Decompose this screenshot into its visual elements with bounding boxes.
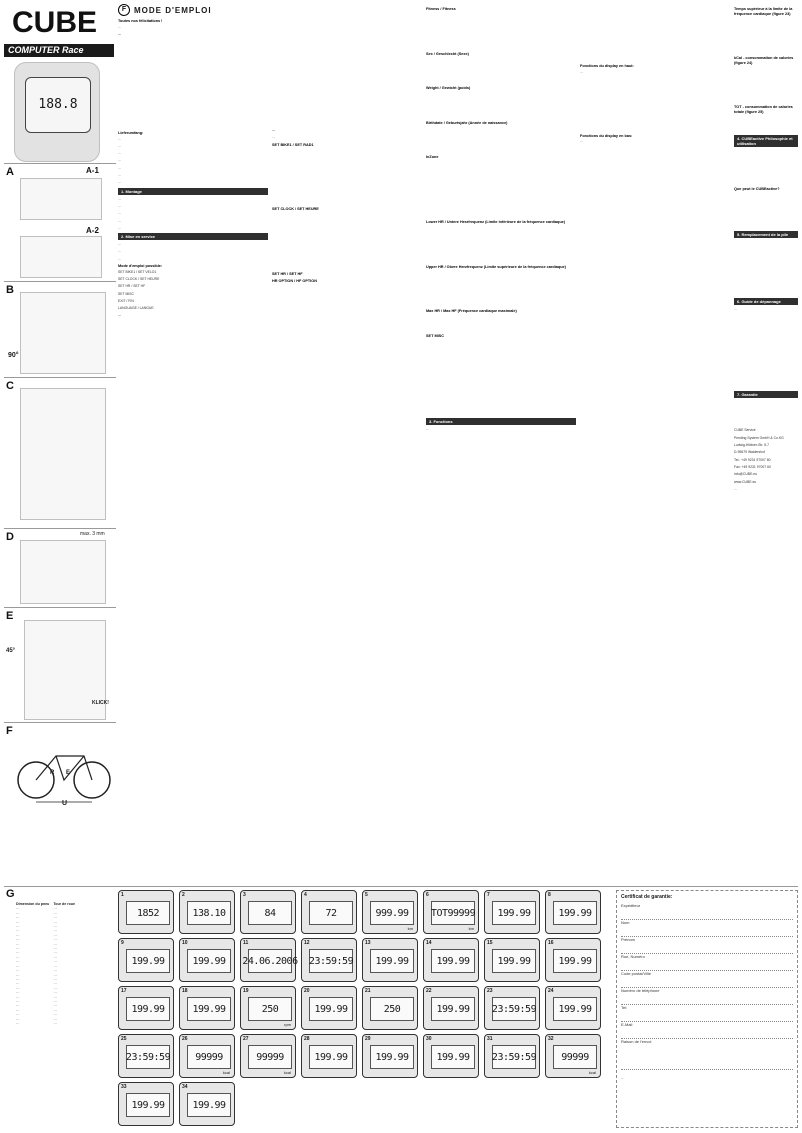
column-3	[272, 128, 422, 883]
display-screen	[423, 890, 479, 934]
svg-text:CUBE: CUBE	[12, 6, 98, 39]
delivery-item: …	[118, 180, 122, 185]
device-screen	[25, 77, 91, 133]
tire-dimension-cell: …	[16, 959, 20, 964]
circumference-cell: …	[53, 981, 57, 986]
banner-text: COMPUTER Race	[8, 45, 84, 55]
figure-b-label: B	[6, 284, 14, 296]
screen-number: 10	[182, 940, 188, 946]
closing-note: …	[118, 313, 122, 318]
max-hf-title: Max HR / Max HF (Fréquence cardiaque maximale)	[426, 309, 517, 314]
display-screen	[423, 986, 479, 1030]
tot-title: TOT - consommation de calories totale (figure 25)	[734, 105, 793, 114]
screen-value: 1852	[126, 901, 170, 925]
figure-a1-label: A-1	[86, 166, 99, 175]
paragraph: …	[734, 486, 738, 491]
screen-number: 31	[487, 1036, 493, 1042]
screen-number: 23	[487, 988, 493, 994]
tire-dimension-cell: …	[16, 937, 20, 942]
display-screen	[545, 1034, 601, 1078]
function-item: …	[580, 69, 584, 74]
inzone-title: InZone	[426, 155, 439, 160]
screen-number: 27	[243, 1036, 249, 1042]
figure-a2-drawing	[20, 236, 102, 278]
screen-number: 30	[426, 1036, 432, 1042]
warranty-field[interactable]: Code postal/Ville	[621, 971, 793, 988]
screen-value: 23:59:59	[492, 1045, 536, 1069]
circumference-cell: …	[53, 928, 57, 933]
r-label: R	[50, 770, 55, 776]
screen-value: 99999	[187, 1045, 231, 1069]
screen-value: 23:59:59	[126, 1045, 170, 1069]
screen-value: 99999	[248, 1045, 292, 1069]
screen-value: 199.99	[187, 1093, 231, 1117]
mode-item: EXIT / FIN	[118, 298, 134, 303]
screen-value: 199.99	[492, 901, 536, 925]
screen-value: 199.99	[126, 949, 170, 973]
circumference-cell: …	[53, 1016, 57, 1021]
column-6	[734, 4, 798, 884]
screen-value: 99999	[553, 1045, 597, 1069]
screen-value: 72	[309, 901, 353, 925]
screen-number: 26	[182, 1036, 188, 1042]
display-screen	[484, 890, 540, 934]
tire-dimension-cell: …	[16, 1003, 20, 1008]
tire-dimension-cell: …	[16, 910, 20, 915]
angle-label: 90°	[8, 352, 19, 359]
screen-number: 7	[487, 892, 490, 898]
delivery-item: …	[118, 173, 122, 178]
circumference-cell: …	[53, 1020, 57, 1025]
screen-number: 32	[548, 1036, 554, 1042]
tire-dimension-cell: …	[16, 976, 20, 981]
screen-number: 6	[426, 892, 429, 898]
screen-value: 23:59:59	[492, 997, 536, 1021]
tire-dimension-cell: …	[16, 963, 20, 968]
display-screen	[362, 890, 418, 934]
figure-c-label: C	[6, 380, 14, 392]
max-3mm-label: max. 3 mm	[80, 531, 105, 537]
tire-dimension-cell: …	[16, 954, 20, 959]
warranty-footer: …	[621, 1076, 625, 1080]
screen-unit: kcal	[222, 1070, 230, 1075]
paragraph: …	[580, 139, 584, 144]
intro-heading: Toutes nos félicitations !	[118, 19, 163, 23]
display-screen	[484, 938, 540, 982]
mode-item: SET HR / SET HF	[118, 284, 146, 289]
delivery-heading: Lieferumfang:	[118, 131, 144, 135]
screen-unit: kcal	[283, 1070, 291, 1075]
screen-value: 84	[248, 901, 292, 925]
display-screen	[545, 986, 601, 1030]
paragraph: …	[118, 218, 122, 223]
circumference-cell: …	[53, 976, 57, 981]
screen-number: 16	[548, 940, 554, 946]
screen-number: 21	[365, 988, 371, 994]
weight-title: Weight / Gewicht (poids)	[426, 86, 471, 91]
sex-title: Sex / Geschlecht (Sexe)	[426, 51, 469, 56]
address-line: info@CUBE.eu	[734, 472, 758, 477]
tire-dimension-cell: …	[16, 928, 20, 933]
mode-item: SET CLOCK / SET HEURE	[118, 276, 160, 281]
computer-race-banner	[4, 44, 114, 57]
u-label: U	[62, 800, 68, 807]
screen-value: 999.99	[370, 901, 414, 925]
tire-dimension-cell: …	[16, 985, 20, 990]
tire-dimension-cell: …	[16, 924, 20, 929]
warranty-field[interactable]: Prénom	[621, 937, 793, 954]
figure-f-label: F	[6, 725, 13, 737]
set-clock-title: SET CLOCK / SET HEURE	[272, 207, 319, 212]
circumference-cell: …	[53, 915, 57, 920]
warranty-field[interactable]: Numéro de téléphone	[621, 988, 793, 1005]
tire-dimension-cell: …	[16, 981, 20, 986]
display-screen	[118, 1082, 174, 1126]
lower-hr-title: Lower HR / Untere Herzfrequenz (Limite inférieure de la fréquence cardiaque)	[426, 219, 566, 224]
circumference-cell: …	[53, 906, 57, 911]
upper-hr-title: Upper HR / Obere Herzfrequenz (Limite supérieure de la fréquence cardiaque)	[426, 264, 566, 269]
tire-dimension-cell: …	[16, 998, 20, 1003]
screen-number: 28	[304, 1036, 310, 1042]
circumference-table	[14, 902, 114, 1025]
tire-dimension-cell: …	[16, 1020, 20, 1025]
screen-value: 199.99	[553, 997, 597, 1021]
lang-badge: F	[118, 4, 130, 16]
screen-number: 12	[304, 940, 310, 946]
screen-number: 5	[365, 892, 368, 898]
display-screen	[545, 938, 601, 982]
kcal-title: kCal - consommation de calories (figure 24)	[734, 56, 794, 65]
figure-f-drawing	[14, 736, 114, 812]
delivery-item: …	[118, 143, 122, 148]
display-screen	[118, 986, 174, 1030]
fitness-title: Fitness / Fitness	[426, 7, 456, 11]
column-2	[118, 128, 268, 883]
circumference-cell: …	[53, 937, 57, 942]
delivery-item: …	[118, 151, 122, 156]
display-screen	[423, 938, 479, 982]
warranty-field[interactable]: Raison de l'envoi	[621, 1039, 793, 1070]
circumference-cell: …	[53, 946, 57, 951]
manual-title: MODE D'EMPLOI	[134, 5, 212, 15]
circumference-cell: …	[53, 1007, 57, 1012]
top-functions-heading: Fonctions du display en haut:	[580, 64, 634, 68]
tilt-label: 45°	[6, 648, 16, 654]
screen-number: 1	[121, 892, 124, 898]
screen-value: 23:59:59	[309, 949, 353, 973]
display-screen	[545, 890, 601, 934]
section-6-title: 6. Guide de dépannage	[734, 298, 798, 305]
tire-dimension-cell: …	[16, 941, 20, 946]
figure-a2-label: A-2	[86, 226, 99, 235]
screen-number: 4	[304, 892, 307, 898]
section-7-title: 7. Garantie	[734, 391, 798, 398]
screen-number: 13	[365, 940, 371, 946]
display-screen	[362, 986, 418, 1030]
paragraph: …	[118, 242, 122, 247]
table-row	[14, 1021, 77, 1025]
display-screen	[362, 938, 418, 982]
delivery-item: …	[118, 158, 122, 163]
circumference-cell: …	[53, 919, 57, 924]
cube-logo-icon	[6, 4, 114, 44]
screen-value: 250	[370, 997, 414, 1021]
paragraph: …	[118, 211, 122, 216]
screen-number: 29	[365, 1036, 371, 1042]
figure-b-drawing	[20, 292, 106, 374]
paragraph: …	[118, 196, 122, 201]
screen-number: 18	[182, 988, 188, 994]
column-5	[580, 4, 730, 884]
paragraph: …	[118, 249, 122, 254]
screen-number: 22	[426, 988, 432, 994]
delivery-item: …	[118, 136, 122, 141]
figure-d-label: D	[6, 531, 14, 543]
screen-number: 17	[121, 988, 127, 994]
display-screen	[179, 938, 235, 982]
screen-number: 20	[304, 988, 310, 994]
circumference-cell: …	[53, 968, 57, 973]
column-4	[426, 4, 576, 884]
circumference-cell: …	[53, 910, 57, 915]
intro-text: …	[118, 24, 122, 29]
birthdate-title: Birthdate / Geburtsjahr (Année de naissance)	[426, 120, 508, 125]
warranty-title: Certificat de garantie:	[621, 894, 673, 900]
tire-dimension-cell: …	[16, 919, 20, 924]
table-header-tour: Tour de roue	[53, 902, 76, 906]
screens-grid	[118, 890, 612, 1130]
warranty-field[interactable]: Tel:	[621, 1005, 793, 1022]
display-screen	[179, 890, 235, 934]
display-screen	[240, 1034, 296, 1078]
circumference-cell: …	[53, 998, 57, 1003]
screen-number: 3	[243, 892, 246, 898]
circumference-cell: …	[53, 1012, 57, 1017]
tire-dimension-cell: …	[16, 994, 20, 999]
section-4-title: 4. CUBEactive Philosophie et utilisation	[734, 135, 798, 147]
section-2-title: 2. Mise en service	[118, 233, 268, 240]
screen-unit: rpm	[284, 1022, 291, 1027]
display-screen	[179, 1082, 235, 1126]
set-hr-title: SET HR / SET HF	[272, 271, 303, 276]
klick-label: KLICK!	[92, 700, 109, 706]
screen-value: 199.99	[431, 949, 475, 973]
section-1-title: 1. Montage	[118, 188, 268, 195]
address-line: D-95679 Waldershof	[734, 450, 765, 455]
screen-number: 2	[182, 892, 185, 898]
paragraph: …	[272, 135, 276, 140]
display-screen	[301, 890, 357, 934]
warranty-field[interactable]: Expéditeur	[621, 903, 793, 920]
circumference-cell: …	[53, 959, 57, 964]
tire-dimension-cell: …	[16, 972, 20, 977]
display-screen	[240, 986, 296, 1030]
address-line: www.CUBE.eu	[734, 479, 757, 484]
tire-dimension-cell: …	[16, 1012, 20, 1017]
screen-unit: km	[468, 926, 474, 931]
warranty-field[interactable]: Nom	[621, 920, 793, 937]
screen-number: 15	[487, 940, 493, 946]
section-4-subtitle: Que peut le CUBEactive?	[734, 186, 780, 191]
tire-dimension-cell: …	[16, 932, 20, 937]
warranty-card	[616, 890, 798, 1128]
intro-note: …	[118, 31, 122, 36]
screen-number: 33	[121, 1084, 127, 1090]
address-line: Ludwig-Hüttner-Str. 5-7	[734, 443, 770, 448]
display-screen	[240, 890, 296, 934]
screen-value: 199.99	[187, 997, 231, 1021]
display-screen	[484, 1034, 540, 1078]
screen-value: 138.10	[187, 901, 231, 925]
trouble-item: …	[734, 307, 738, 312]
circumference-cell: …	[53, 954, 57, 959]
display-screen	[118, 938, 174, 982]
screen-value: 199.99	[492, 949, 536, 973]
figure-c-drawing	[20, 388, 106, 520]
set-bike-title: SET BIKE1 / SET RAD1	[272, 142, 314, 147]
tire-dimension-cell: …	[16, 1016, 20, 1021]
device-illustration	[14, 62, 100, 162]
screen-value: 199.99	[309, 997, 353, 1021]
cube-logo	[6, 4, 114, 44]
circumference-cell: …	[53, 963, 57, 968]
figure-g-label: G	[6, 888, 15, 900]
address-line: Fax: +49 9231 97007 60	[734, 464, 771, 469]
circumference-cell: …	[53, 950, 57, 955]
circumference-cell: …	[53, 932, 57, 937]
display-screen	[301, 1034, 357, 1078]
screen-unit: km	[407, 926, 413, 931]
tire-dimension-cell: …	[16, 968, 20, 973]
tire-dimension-cell: …	[16, 906, 20, 911]
screen-value: 199.99	[370, 949, 414, 973]
tire-dimension-cell: …	[16, 990, 20, 995]
set-misc-title: SET MISC	[426, 333, 444, 338]
display-screen	[179, 986, 235, 1030]
section-5-title: 5. Remplacement de la pile	[734, 231, 798, 238]
display-screen	[301, 938, 357, 982]
display-screen	[118, 1034, 174, 1078]
circumference-cell: …	[53, 990, 57, 995]
hr-option-title: HR OPTION / HF OPTION	[272, 279, 317, 284]
screen-number: 25	[121, 1036, 127, 1042]
screen-number: 34	[182, 1084, 188, 1090]
figure-d-drawing	[20, 540, 106, 604]
paragraph: …	[118, 256, 122, 261]
screen-number: 19	[243, 988, 249, 994]
screen-value: 199.99	[431, 997, 475, 1021]
address-line: Tel.: +49 9231 97007 80	[734, 457, 771, 462]
e-label: E	[66, 770, 71, 776]
screen-number: 8	[548, 892, 551, 898]
tire-dimension-cell: …	[16, 1007, 20, 1012]
warranty-field[interactable]: Rue, Numéro	[621, 954, 793, 971]
circumference-cell: …	[53, 985, 57, 990]
screen-number: 14	[426, 940, 432, 946]
intro-column	[118, 4, 294, 130]
circumference-cell: …	[53, 972, 57, 977]
delivery-item: …	[118, 165, 122, 170]
intro-bold: …	[272, 128, 276, 132]
bottom-functions-heading: Fonctions du display en bas:	[580, 133, 633, 138]
display-screen	[118, 890, 174, 934]
figure-a-label: A	[6, 166, 14, 178]
screen-value: 199.99	[431, 1045, 475, 1069]
display-screen	[179, 1034, 235, 1078]
circumference-cell: …	[53, 994, 57, 999]
screen-number: 11	[243, 940, 249, 946]
screen-value: 199.99	[553, 949, 597, 973]
figure-e-label: E	[6, 610, 14, 622]
screen-value: 199.99	[309, 1045, 353, 1069]
temps-title: Temps supérieur à la limite de la fréquence cardiaque (figure 23)	[734, 7, 793, 16]
screen-value: TOT99999	[431, 901, 475, 925]
tire-dimension-cell: …	[16, 946, 20, 951]
screen-unit: kcal	[588, 1070, 596, 1075]
paragraph: …	[118, 225, 122, 230]
screen-number: 9	[121, 940, 124, 946]
display-screen	[362, 1034, 418, 1078]
screen-value: 199.99	[126, 1093, 170, 1117]
display-screen	[484, 986, 540, 1030]
address-line: CUBE Service	[734, 428, 756, 433]
screen-value: 199.99	[126, 997, 170, 1021]
mode-item: LANGUAGE / LANGUE	[118, 306, 154, 311]
circumference-cell: …	[53, 1003, 57, 1008]
circumference-cell: …	[53, 941, 57, 946]
paragraph: …	[426, 427, 430, 432]
display-screen	[301, 986, 357, 1030]
mode-item: SET MISC	[118, 291, 134, 296]
tire-dimension-cell: …	[16, 950, 20, 955]
screen-value: 24.06.2006	[248, 949, 292, 973]
display-screen	[240, 938, 296, 982]
screen-value: 250	[248, 997, 292, 1021]
address-line: Pending System GmbH & Co.KG	[734, 435, 784, 440]
warranty-field[interactable]: E-Mail	[621, 1022, 793, 1039]
screen-value: 199.99	[370, 1045, 414, 1069]
table-header-dimension: Dimension du pneu	[16, 902, 50, 906]
section-3-title: 3. Fonctions	[426, 418, 576, 425]
tire-dimension-cell: …	[16, 915, 20, 920]
circumference-cell: …	[53, 924, 57, 929]
screen-value: 199.99	[187, 949, 231, 973]
display-screen	[423, 1034, 479, 1078]
screen-value: 199.99	[553, 901, 597, 925]
device-screen-value: 188.8	[38, 97, 78, 112]
modes-heading: Mode d'emploi possible:	[118, 264, 163, 269]
screen-number: 24	[548, 988, 554, 994]
figure-a-drawing	[20, 178, 102, 220]
mode-item: SET BIKE1 / SET VELO1	[118, 269, 157, 274]
paragraph: …	[118, 203, 122, 208]
